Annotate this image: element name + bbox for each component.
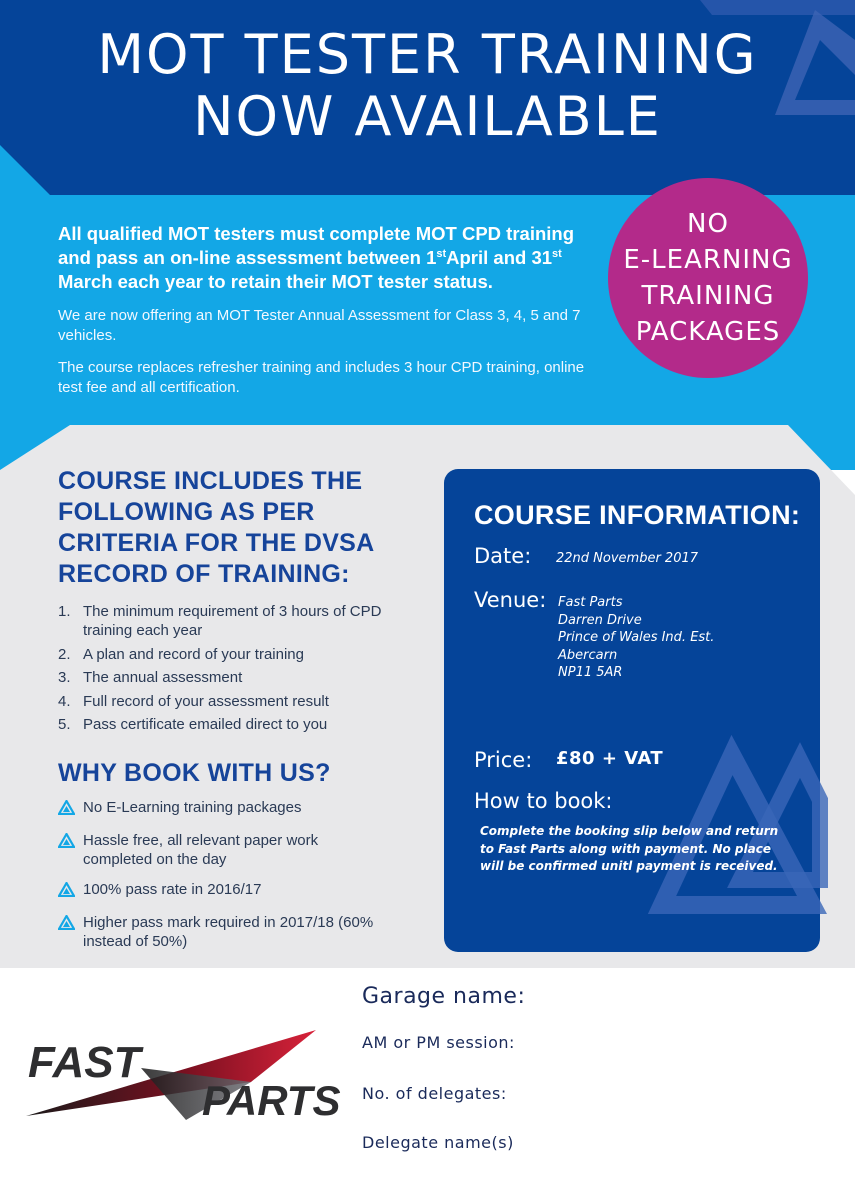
- list-item-number: 5.: [58, 716, 71, 733]
- list-item: [58, 692, 388, 711]
- list-item-text: Higher pass mark required in 2017/18 (60% instead of 50%): [83, 914, 374, 950]
- course-includes-list: [58, 602, 388, 739]
- intro-lead-part-3: March each year to retain their MOT tester status.: [58, 271, 493, 292]
- mot-triangle-icon: [58, 831, 83, 869]
- course-heading-line-3: CRITERIA FOR THE DVSA: [58, 529, 375, 557]
- delegate-names-label: Delegate name(s): [362, 1133, 514, 1152]
- mot-triangle-icon: [58, 798, 83, 820]
- title-line-2: NOW AVAILABLE: [193, 85, 662, 148]
- list-item: [58, 602, 388, 640]
- list-item: [58, 668, 388, 687]
- list-item: [58, 645, 388, 664]
- intro-paragraph-1: We are now offering an MOT Tester Annual Assessment for Class 3, 4, 5 and 7 vehicles.: [58, 307, 581, 344]
- why-book-heading: WHY BOOK WITH US?: [58, 759, 331, 787]
- course-info-title: COURSE INFORMATION:: [474, 500, 801, 530]
- intro-section: [58, 222, 603, 398]
- title-line-1: MOT TESTER TRAINING: [97, 23, 758, 86]
- list-item-text: 100% pass rate in 2016/17: [83, 881, 262, 898]
- list-item-text: The minimum requirement of 3 hours of CPD training each year: [83, 603, 382, 639]
- list-item-number: 3.: [58, 669, 71, 686]
- delegates-label: No. of delegates:: [362, 1084, 507, 1103]
- date-value: 22nd November 2017: [556, 551, 699, 566]
- list-item: [58, 715, 388, 734]
- list-item-text: Pass certificate emailed direct to you: [83, 716, 328, 733]
- intro-lead-sup-2: st: [552, 247, 562, 260]
- intro-lead-part-1: All qualified MOT testers must complete MOT CPD training and pass an on-line assessment between 1: [58, 223, 575, 268]
- badge-line-2: E-LEARNING: [623, 245, 793, 275]
- venue-address: [558, 594, 714, 682]
- no-elearning-badge: [608, 178, 808, 378]
- intro-lead-part-2: April and 31: [446, 247, 553, 268]
- session-label: AM or PM session:: [362, 1033, 515, 1052]
- venue-line: NP11 5AR: [558, 665, 623, 680]
- badge-line-4: PACKAGES: [635, 317, 781, 347]
- intro-lead: [58, 222, 603, 294]
- list-item-number: 1.: [58, 603, 71, 620]
- page-title: [0, 24, 855, 148]
- list-item: [58, 798, 388, 820]
- list-item-text: The annual assessment: [83, 669, 243, 686]
- course-heading-line-4: RECORD OF TRAINING:: [58, 560, 350, 588]
- list-item: [58, 831, 388, 869]
- list-item-text: Full record of your assessment result: [83, 692, 329, 710]
- logo-word-parts: PARTS: [202, 1077, 341, 1124]
- mot-triangle-icon: [58, 880, 83, 902]
- list-item: [58, 913, 388, 951]
- list-item-text: A plan and record of your training: [83, 645, 304, 663]
- course-includes-heading: [58, 466, 388, 590]
- logo-word-fast: FAST: [28, 1038, 141, 1087]
- list-item-number: 4.: [58, 692, 71, 710]
- intro-paragraph-2: The course replaces refresher training and includes 3 hour CPD training, online test fee and all certification.: [58, 359, 585, 396]
- how-to-book-text: Complete the booking slip below and return to Fast Parts along with payment. No place will be confirmed unitl payment is received.: [480, 824, 779, 873]
- list-item-text: No E-Learning training packages: [83, 799, 302, 816]
- venue-line: Abercarn: [558, 647, 618, 663]
- price-label: Price:: [474, 748, 533, 772]
- venue-line: Darren Drive: [558, 612, 642, 628]
- badge-line-3: TRAINING: [641, 281, 775, 311]
- list-item-text: Hassle free, all relevant paper work completed on the day: [83, 832, 319, 868]
- price-value: £80 + VAT: [556, 748, 664, 769]
- why-book-list: [58, 798, 388, 962]
- date-label: Date:: [474, 544, 532, 568]
- intro-lead-sup-1: st: [436, 247, 447, 260]
- mot-triangle-icon: [58, 913, 83, 951]
- list-item-number: 2.: [58, 645, 71, 663]
- fast-parts-logo: [26, 1030, 346, 1125]
- list-item: [58, 880, 388, 902]
- course-heading-line-1: COURSE INCLUDES THE: [58, 467, 363, 495]
- venue-line: Fast Parts: [558, 595, 623, 610]
- how-to-book-label: How to book:: [474, 789, 613, 813]
- venue-label: Venue:: [474, 588, 547, 612]
- badge-line-1: NO: [687, 209, 729, 239]
- venue-line: Prince of Wales Ind. Est.: [558, 630, 715, 645]
- garage-name-label: Garage name:: [362, 984, 526, 1009]
- course-heading-line-2: FOLLOWING AS PER: [58, 498, 315, 526]
